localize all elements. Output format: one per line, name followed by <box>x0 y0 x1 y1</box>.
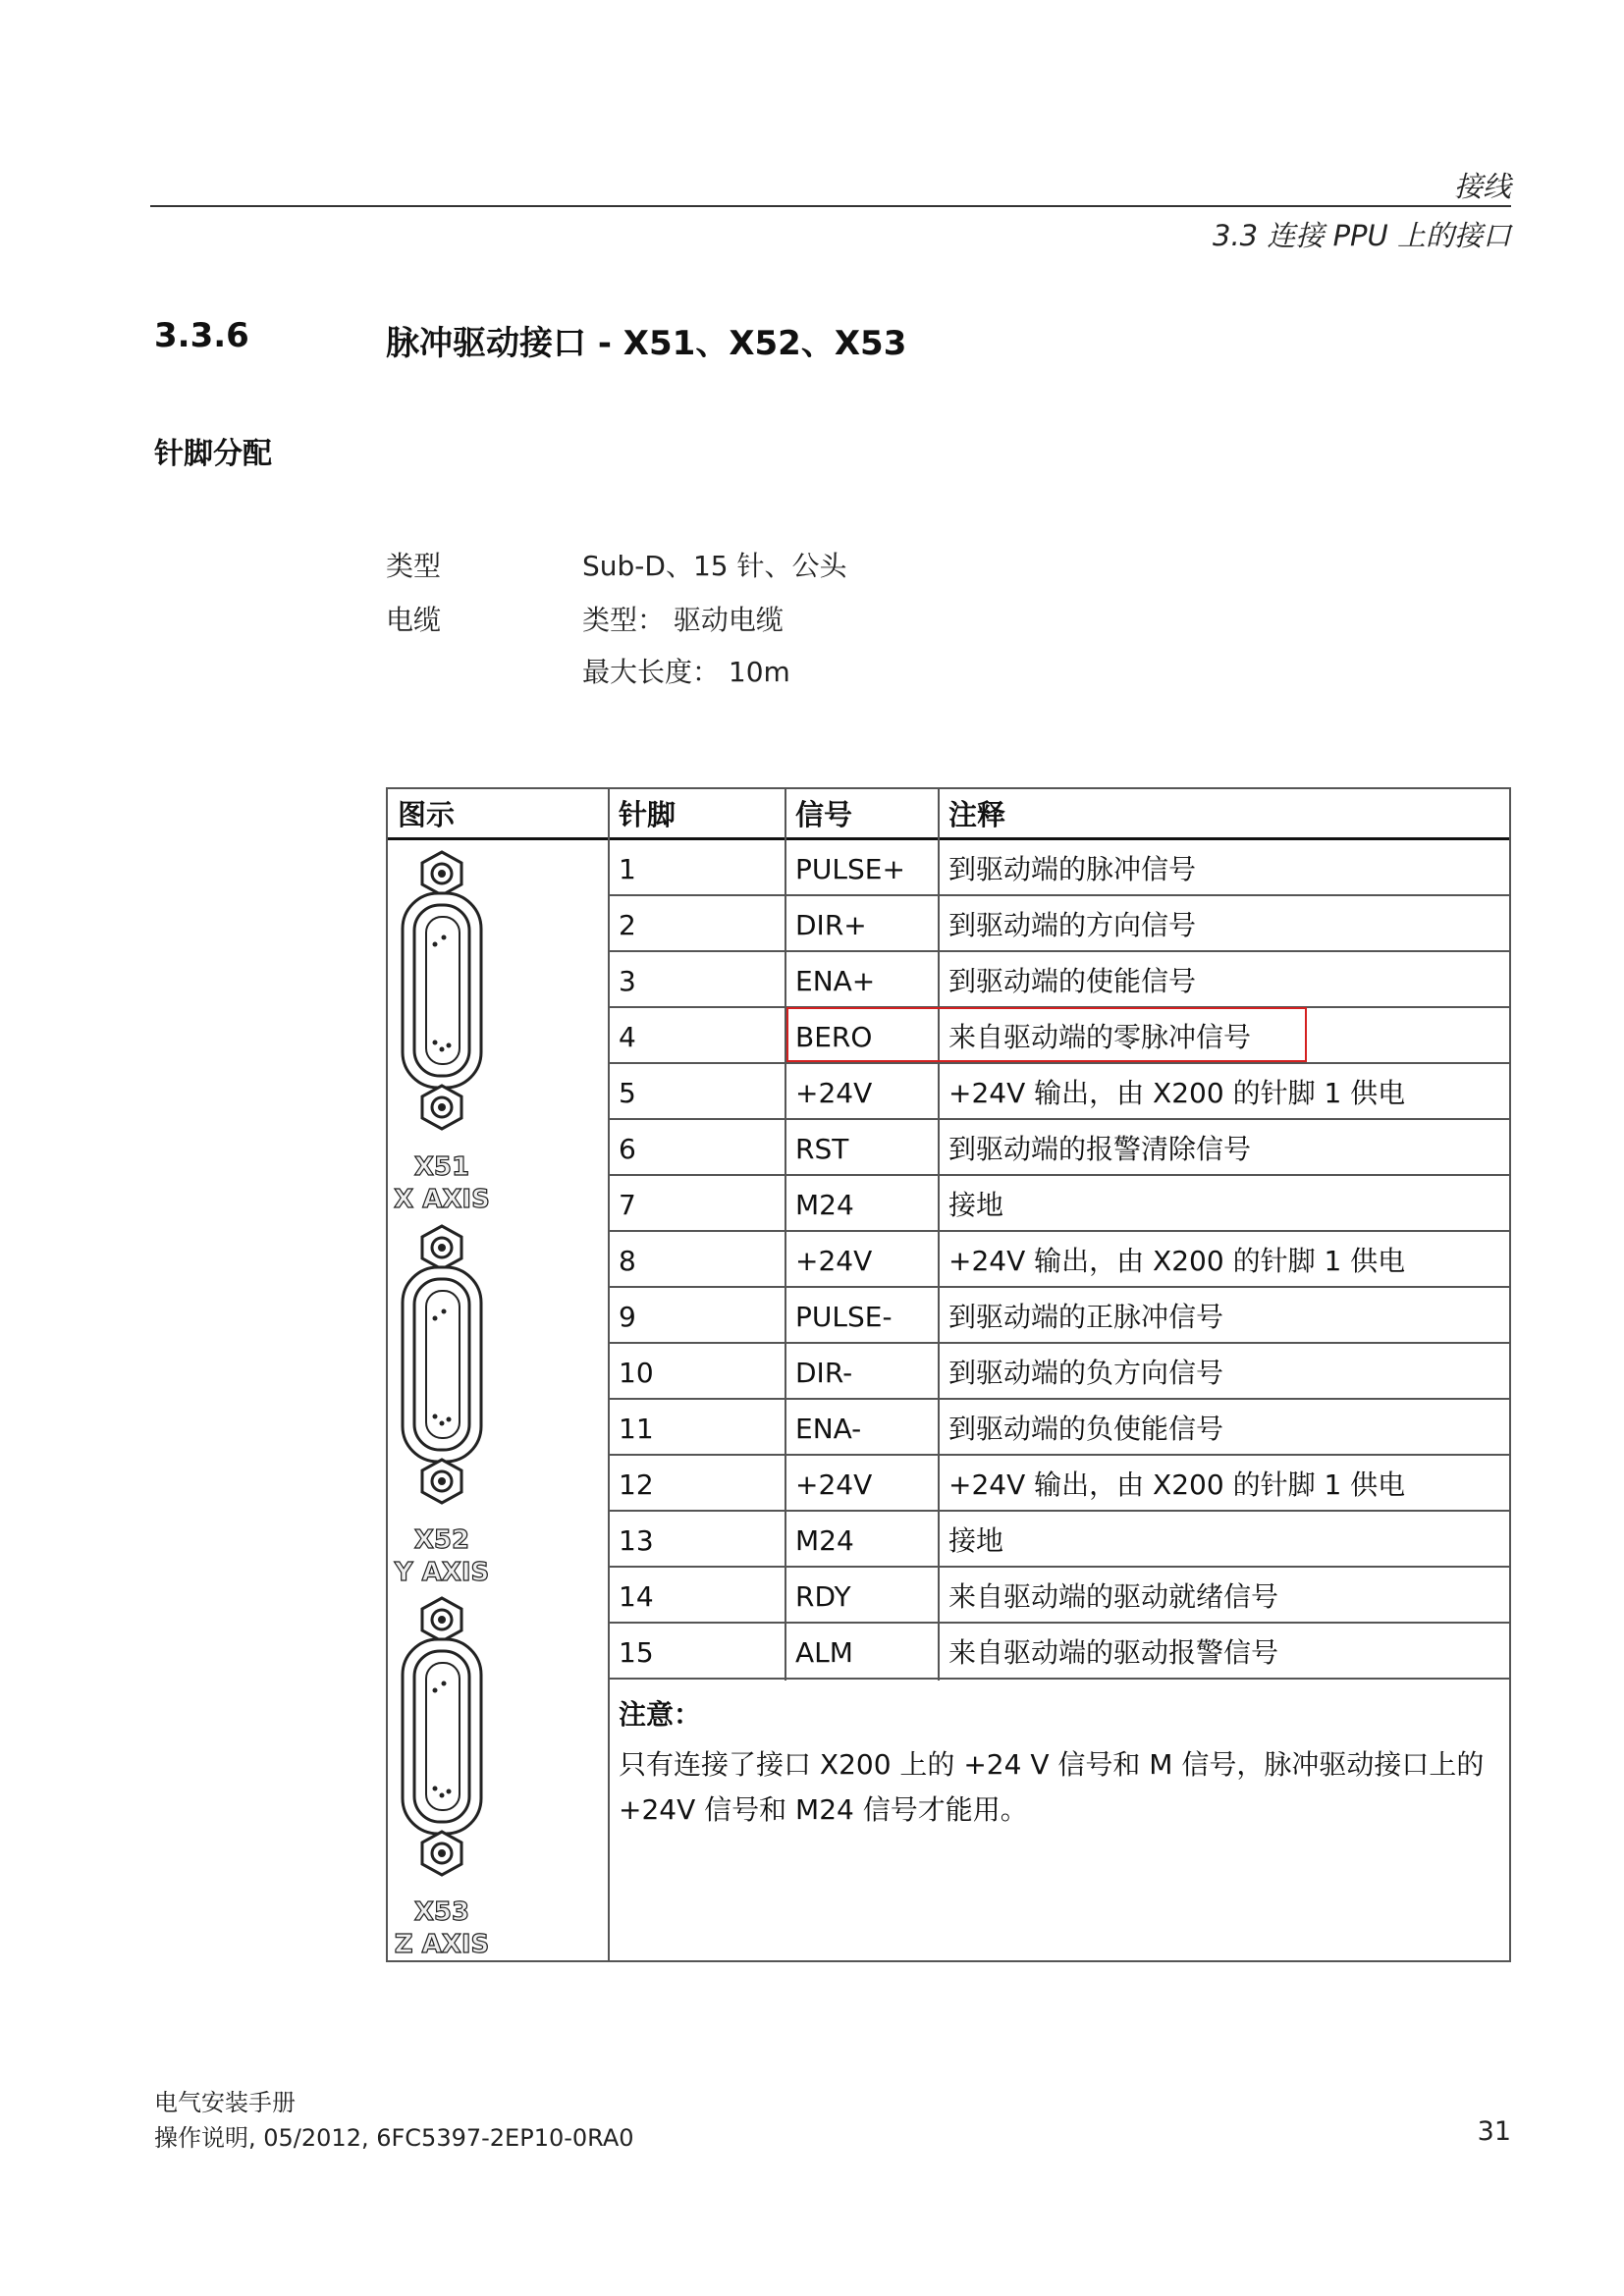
notice-line-1: 只有连接了接口 X200 上的 +24 V 信号和 M 信号，脉冲驱动接口上的 <box>619 1748 1485 1781</box>
page-number: 31 <box>1477 2116 1511 2147</box>
signal-cell: RST <box>795 1133 849 1165</box>
connector-axis: X AXIS <box>394 1185 490 1214</box>
note-cell: 来自驱动端的零脉冲信号 <box>948 1021 1252 1053</box>
connector-axis: Y AXIS <box>394 1558 490 1587</box>
table-header-row <box>388 789 1509 840</box>
pin-cell: 6 <box>619 1133 636 1165</box>
note-cell: 接地 <box>948 1189 1004 1221</box>
note-cell: 到驱动端的报警清除信号 <box>948 1133 1252 1165</box>
connector-x51-drawing <box>393 846 491 1136</box>
pin-cell: 1 <box>619 853 636 885</box>
note-cell: 到驱动端的负使能信号 <box>948 1413 1224 1445</box>
signal-cell: BERO <box>795 1021 873 1053</box>
connector-name: X52 <box>413 1525 470 1555</box>
table-row <box>609 1232 1509 1288</box>
signal-cell: ALM <box>795 1636 853 1669</box>
spec-cable-label: 电缆 <box>386 604 442 636</box>
footer-doc-info: 操作说明, 05/2012, 6FC5397-2EP10-0RA0 <box>154 2124 634 2152</box>
table-row <box>609 1456 1509 1512</box>
signal-cell: PULSE+ <box>795 853 905 885</box>
highlight-box-bero <box>786 1007 1307 1062</box>
signal-cell: M24 <box>795 1189 854 1221</box>
pin-cell: 4 <box>619 1021 636 1053</box>
pin-cell: 5 <box>619 1077 636 1109</box>
header-signal: 信号 <box>795 798 853 831</box>
header-section: 3.3 连接 PPU 上的接口 <box>1213 219 1511 252</box>
pin-cell: 9 <box>619 1301 636 1333</box>
spec-cable-length: 最大长度： 10m <box>582 656 790 688</box>
pin-cell: 3 <box>619 965 636 997</box>
header-note: 注释 <box>948 798 1006 831</box>
signal-cell: RDY <box>795 1580 851 1613</box>
connector-x51-label <box>388 1151 496 1216</box>
connector-x52-drawing <box>393 1220 491 1510</box>
pin-cell: 2 <box>619 909 636 941</box>
signal-cell: ENA+ <box>795 965 876 997</box>
pin-cell: 11 <box>619 1413 654 1445</box>
section-number: 3.3.6 <box>154 316 249 355</box>
pin-cell: 7 <box>619 1189 636 1221</box>
spec-type-value: Sub-D、15 针、公头 <box>582 550 847 582</box>
table-row <box>609 1120 1509 1176</box>
table-row <box>609 840 1509 896</box>
table-row <box>609 1568 1509 1624</box>
note-cell: 到驱动端的脉冲信号 <box>948 853 1197 885</box>
connector-name: X51 <box>413 1152 470 1182</box>
header-figure: 图示 <box>398 798 456 831</box>
note-cell: 来自驱动端的驱动就绪信号 <box>948 1580 1279 1613</box>
signal-cell: +24V <box>795 1245 873 1277</box>
signal-cell: DIR+ <box>795 909 867 941</box>
footer-manual-title: 电气安装手册 <box>154 2089 296 2116</box>
subheading-pin-assignment: 针脚分配 <box>154 437 272 471</box>
connector-axis: Z AXIS <box>394 1930 490 1959</box>
header-pin: 针脚 <box>619 798 677 831</box>
pin-cell: 8 <box>619 1245 636 1277</box>
table-row <box>609 1624 1509 1680</box>
pin-cell: 15 <box>619 1636 654 1669</box>
signal-cell: ENA- <box>795 1413 862 1445</box>
signal-cell: PULSE- <box>795 1301 893 1333</box>
connector-x53-label <box>388 1896 496 1961</box>
pin-cell: 13 <box>619 1524 654 1557</box>
note-cell: +24V 输出，由 X200 的针脚 1 供电 <box>948 1077 1406 1109</box>
table-row <box>609 952 1509 1008</box>
note-cell: 到驱动端的方向信号 <box>948 909 1197 941</box>
note-cell: +24V 输出，由 X200 的针脚 1 供电 <box>948 1245 1406 1277</box>
notice-title: 注意： <box>619 1698 702 1731</box>
connector-x52-label <box>388 1524 496 1589</box>
table-row <box>609 896 1509 952</box>
connector-x53-drawing <box>393 1592 491 1882</box>
pin-cell: 10 <box>619 1357 654 1389</box>
pin-cell: 14 <box>619 1580 654 1613</box>
signal-cell: DIR- <box>795 1357 853 1389</box>
notice-line-2: +24V 信号和 M24 信号才能用。 <box>619 1793 1028 1826</box>
table-row <box>609 1512 1509 1568</box>
note-cell: 到驱动端的负方向信号 <box>948 1357 1224 1389</box>
connector-name: X53 <box>413 1897 470 1927</box>
spec-type-label: 类型 <box>386 550 442 582</box>
note-cell: 来自驱动端的驱动报警信号 <box>948 1636 1279 1669</box>
table-row <box>609 1400 1509 1456</box>
table-row <box>609 1176 1509 1232</box>
header-chapter: 接线 <box>1453 170 1511 203</box>
signal-cell: +24V <box>795 1468 873 1501</box>
table-row <box>609 1288 1509 1344</box>
table-row <box>609 1064 1509 1120</box>
note-cell: 到驱动端的使能信号 <box>948 965 1197 997</box>
note-cell: +24V 输出，由 X200 的针脚 1 供电 <box>948 1468 1406 1501</box>
note-cell: 接地 <box>948 1524 1004 1557</box>
note-cell: 到驱动端的正脉冲信号 <box>948 1301 1224 1333</box>
notice-body <box>619 1742 1502 1833</box>
pin-cell: 12 <box>619 1468 654 1501</box>
header-rule <box>150 205 1511 207</box>
spec-cable-type: 类型： 驱动电缆 <box>582 604 784 636</box>
table-row <box>609 1344 1509 1400</box>
signal-cell: +24V <box>795 1077 873 1109</box>
section-title: 脉冲驱动接口 - X51、X52、X53 <box>386 324 907 363</box>
signal-cell: M24 <box>795 1524 854 1557</box>
